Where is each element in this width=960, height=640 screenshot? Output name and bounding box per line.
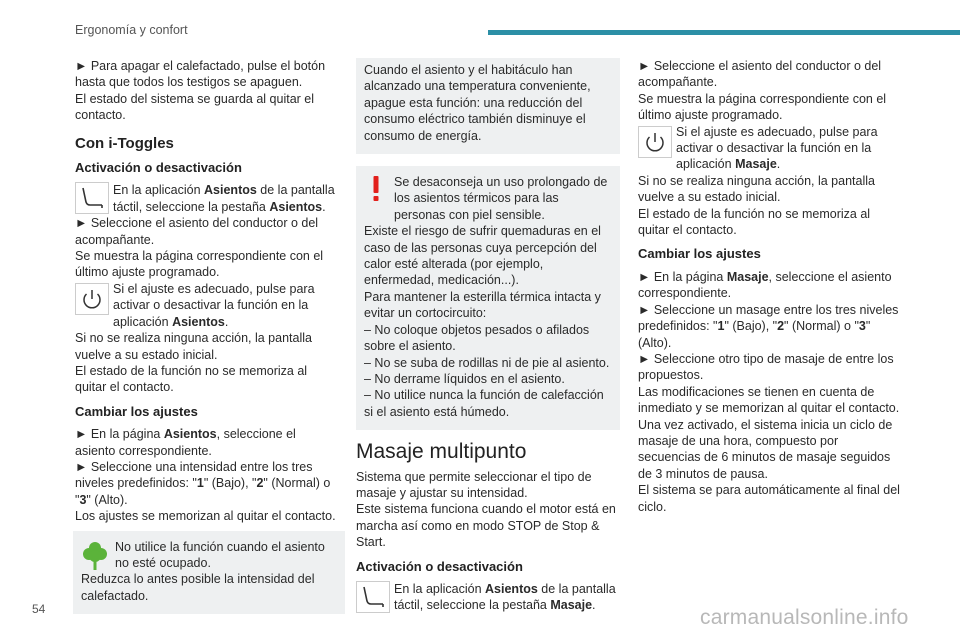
- subsection-heading: Cambiar los ajustes: [638, 246, 761, 262]
- instruction-row: [75, 281, 337, 330]
- paragraph: El estado de la función no se memoriza al quitar el contacto.: [638, 206, 871, 238]
- seat-icon: [356, 581, 390, 613]
- paragraph: ► Seleccione el asiento del conductor o del acompañante.: [75, 216, 319, 247]
- list-item: – No coloque objetos pesados o afilados sobre el asiento.: [364, 322, 590, 354]
- paragraph: ► En la página Masaje, seleccione el asiento correspondiente.: [638, 269, 892, 301]
- warning-box: [356, 166, 620, 430]
- paragraph: Sistema que permite seleccionar el tipo de masaje y ajustar su intensidad.: [356, 469, 592, 500]
- instruction-row: [75, 182, 337, 215]
- instruction-row: [356, 581, 620, 614]
- eco-note-box: [73, 531, 345, 615]
- paragraph: ► Seleccione un masage entre los tres niveles predefinidos: "1" (Bajo), "2" (Normal) o "3" (Alto).: [638, 302, 899, 350]
- note-text: Cuando el asiento y el habitáculo han alcanzado una temperatura conveniente, apague esta función: una reducción del consumo eléctrico también disminuye el consumo de energía.: [364, 63, 591, 143]
- paragraph: Si el ajuste es adecuado, pulse para activar o desactivar la función en la aplicación Asientos.: [113, 281, 315, 329]
- section-heading: Con i-Toggles: [75, 134, 174, 152]
- note-text: No utilice la función cuando el asiento no esté ocupado.: [115, 539, 325, 570]
- eco-tree-icon: [81, 539, 109, 571]
- note-text: Para mantener la esterilla térmica intacta y evitar un cortocircuito:: [364, 289, 601, 321]
- power-icon: [638, 126, 672, 158]
- info-box: [356, 58, 620, 154]
- section-title: Masaje multipunto: [356, 440, 527, 464]
- seat-icon: [75, 182, 109, 214]
- paragraph: Las modificaciones se tienen en cuenta de inmediato y se memorizan al quitar el contacto.: [638, 384, 900, 416]
- header-title: Ergonomía y confort: [75, 23, 188, 37]
- paragraph: En la aplicación Asientos de la pantalla táctil, seleccione la pestaña Asientos.: [113, 183, 335, 214]
- paragraph: Si el ajuste es adecuado, pulse para activar o desactivar la función en la aplicación Masaje.: [676, 124, 878, 172]
- paragraph: El estado de la función no se memoriza al quitar el contacto.: [75, 363, 308, 395]
- power-icon: [75, 283, 109, 315]
- instruction-row: [638, 124, 900, 173]
- list-item: – No se suba de rodillas ni de pie al asiento.: [364, 355, 610, 370]
- paragraph: ► En la página Asientos, seleccione el asiento correspondiente.: [75, 427, 296, 458]
- watermark: carmanualsonline.info: [700, 606, 909, 629]
- paragraph: El estado del sistema se guarda al quitar el contacto.: [75, 91, 315, 123]
- header-accent-bar: [488, 30, 960, 35]
- note-text: Reduzca lo antes posible la intensidad del calefactado.: [81, 572, 315, 603]
- paragraph: ► Seleccione una intensidad entre los tres niveles predefinidos: "1" (Bajo), "2" (Normal) o "3" (Alto).: [75, 459, 331, 507]
- paragraph: Se muestra la página correspondiente con el último ajuste programado.: [638, 91, 887, 123]
- paragraph: Si no se realiza ninguna acción, la pantalla vuelve a su estado inicial.: [638, 173, 875, 205]
- subsection-heading: Activación o desactivación: [356, 558, 523, 574]
- paragraph: El sistema se para automáticamente al final del ciclo.: [638, 483, 900, 514]
- subsection-heading: Activación o desactivación: [75, 160, 242, 176]
- column-2: [356, 58, 620, 614]
- paragraph: Se muestra la página correspondiente con el último ajuste programado.: [75, 249, 324, 280]
- list-item: – No derrame líquidos en el asiento.: [364, 371, 565, 386]
- list-item: – No utilice nunca la función de calefacción si el asiento está húmedo.: [364, 388, 604, 419]
- paragraph: ► Seleccione el asiento del conductor o del acompañante.: [638, 59, 882, 90]
- paragraph: Una vez activado, el sistema inicia un ciclo de masaje de una hora, compuesto por secuencias de 6 minutos de masaje seguidos de 3 minutos de pausa.: [638, 417, 893, 481]
- column-3: [638, 58, 900, 515]
- warning-icon: [364, 174, 388, 204]
- subsection-heading: Cambiar los ajustes: [75, 403, 198, 419]
- column-1: [75, 58, 337, 622]
- note-text: Se desaconseja un uso prolongado de los asientos térmicos para las personas con piel sensible.: [394, 175, 608, 222]
- paragraph: ► Para apagar el calefactado, pulse el botón hasta que todos los testigos se apaguen.: [75, 59, 326, 90]
- paragraph: Si no se realiza ninguna acción, la pantalla vuelve a su estado inicial.: [75, 331, 312, 362]
- note-text: Existe el riesgo de sufrir quemaduras en el caso de las personas cuya percepción del calor esté alterada (por ejemplo, enfermedad, medicación...).: [364, 224, 601, 288]
- page-number: 54: [32, 602, 46, 616]
- paragraph: Este sistema funciona cuando el motor está en marcha así como en modo STOP de Stop & Start.: [356, 502, 616, 550]
- paragraph: ► Seleccione otro tipo de masaje de entre los propuestos.: [638, 351, 894, 383]
- paragraph: En la aplicación Asientos de la pantalla táctil, seleccione la pestaña Masaje.: [394, 581, 616, 613]
- paragraph: Los ajustes se memorizan al quitar el contacto.: [75, 509, 336, 524]
